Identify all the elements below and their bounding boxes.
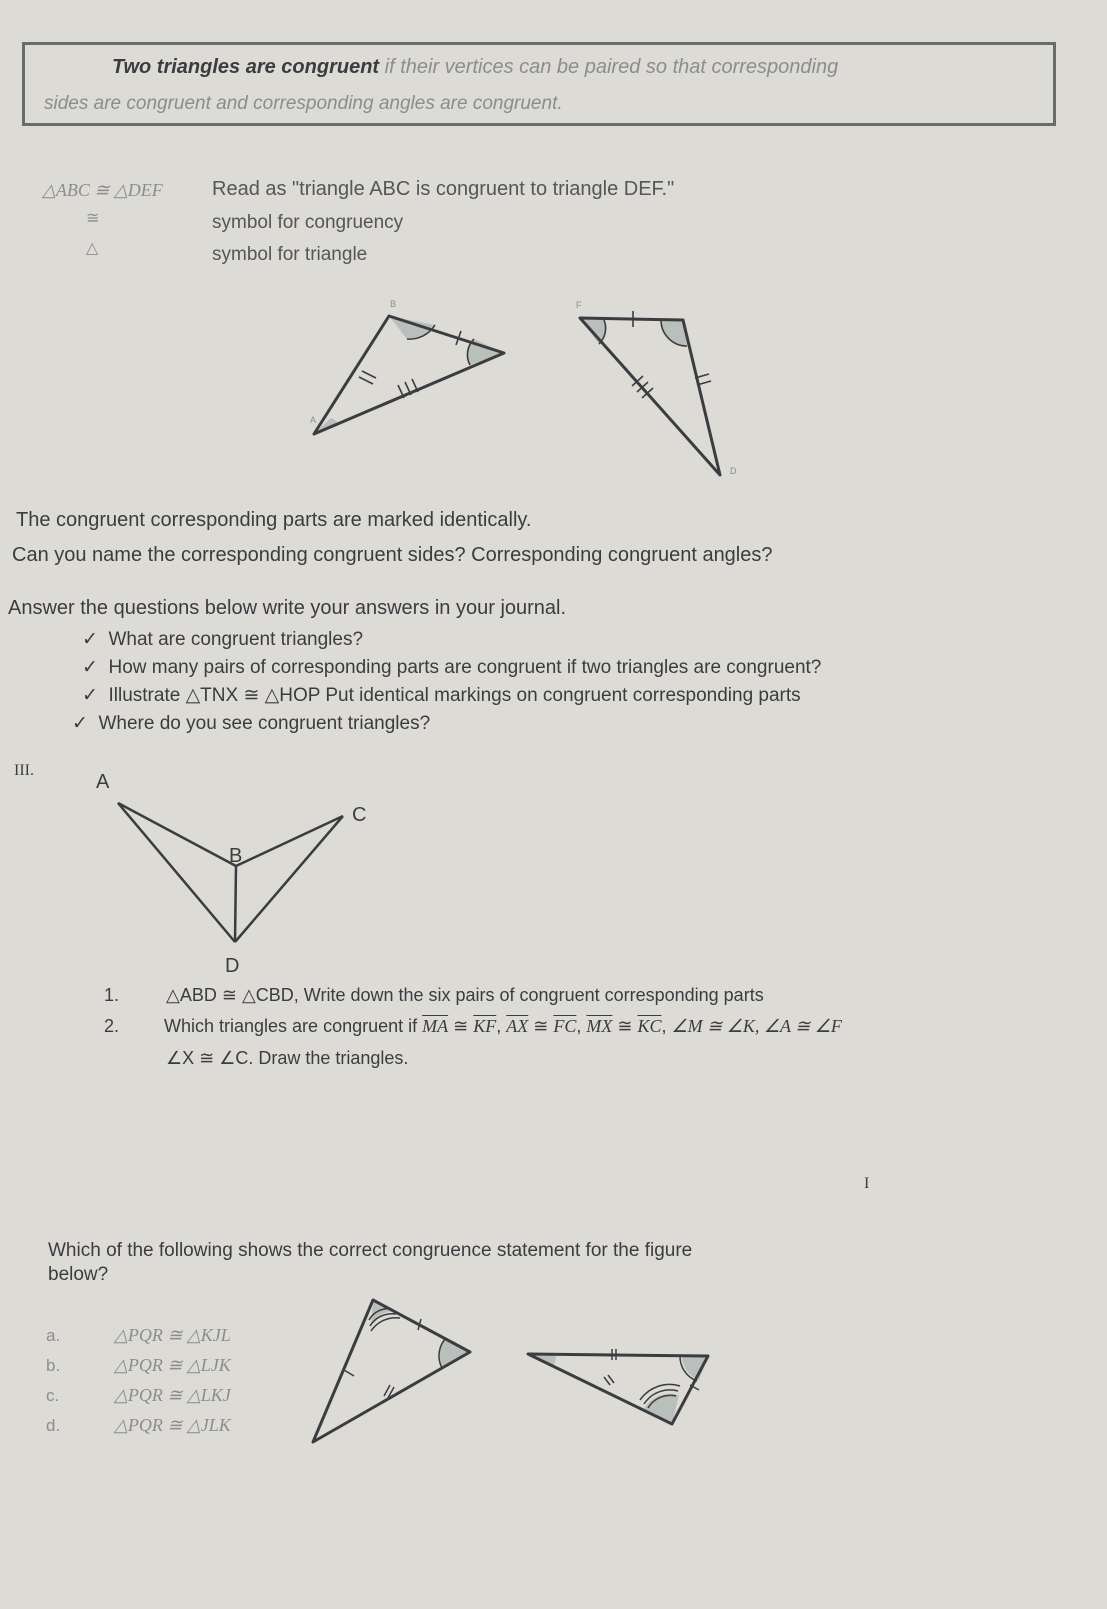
journal-item-text: Where do you see congruent triangles? xyxy=(98,713,431,734)
definition-rest: if their vertices can be paired so that corresponding xyxy=(379,56,839,78)
segment-mx: $\overline{MX}$ xyxy=(586,1016,613,1036)
notation-meaning-3: symbol for triangle xyxy=(212,244,368,265)
problem-2-number: 2. xyxy=(104,1016,120,1036)
section-label: III. xyxy=(14,762,34,779)
option-c-text: △PQR ≅ △LKJ xyxy=(114,1385,231,1405)
journal-item-3: ✓ Illustrate △TNX ≅ △HOP Put identical markings on congruent corresponding parts xyxy=(82,685,801,706)
notation-symbol-1: △ABC ≅ △DEF xyxy=(42,180,163,200)
triangle-pqr xyxy=(313,1300,470,1442)
problem-1-text: △ABD ≅ △CBD, Write down the six pairs of congruent corresponding parts xyxy=(166,985,764,1005)
segment-ax: $\overline{AX}$ xyxy=(506,1016,529,1036)
notation-symbol-2: ≅ xyxy=(86,210,100,227)
option-a-letter: a. xyxy=(46,1326,61,1345)
journal-item-4: ✓ Where do you see congruent triangles? xyxy=(72,713,431,734)
label-vertex-a: A xyxy=(96,771,110,793)
label-vertex-d: D xyxy=(225,955,240,977)
journal-item-2: ✓ How many pairs of corresponding parts are congruent if two triangles are congruent? xyxy=(82,657,822,678)
option-a-text: △PQR ≅ △KJL xyxy=(114,1325,231,1345)
option-d-text: △PQR ≅ △JLK xyxy=(114,1415,231,1435)
label-b: B xyxy=(390,299,397,309)
journal-item-text: Illustrate △TNX ≅ △HOP Put identical markings on congruent corresponding parts xyxy=(108,685,801,706)
problem-1-number: 1. xyxy=(104,985,120,1005)
notation-meaning-2: symbol for congruency xyxy=(212,212,404,233)
journal-item-text: How many pairs of corresponding parts are congruent if two triangles are congruent? xyxy=(108,657,822,678)
label-vertex-b: B xyxy=(229,845,243,867)
intro-line-2: Can you name the corresponding congruent sides? Corresponding congruent angles? xyxy=(12,544,773,566)
segment-fc: $\overline{FC}$ xyxy=(553,1016,577,1036)
problem-2-angles: ∠M ≅ ∠K, ∠A ≅ ∠F xyxy=(671,1016,842,1036)
problem-2-line-2: ∠X ≅ ∠C. Draw the triangles. xyxy=(166,1048,409,1068)
journal-heading: Answer the questions below write your answers in your journal. xyxy=(8,597,567,619)
label-f: F xyxy=(576,300,582,310)
notation-meaning-1: Read as "triangle ABC is congruent to triangle DEF." xyxy=(212,178,675,200)
segment-kf: $\overline{KF}$ xyxy=(473,1016,497,1036)
label-d: D xyxy=(730,466,737,476)
definition-term: Two triangles are congruent xyxy=(112,56,380,78)
option-d-letter: d. xyxy=(46,1416,61,1435)
definition-line-2: sides are congruent and corresponding angles are congruent. xyxy=(44,93,563,114)
option-c-letter: c. xyxy=(46,1386,60,1405)
problem-2-lead: Which triangles are congruent if xyxy=(164,1016,418,1036)
journal-item-text: What are congruent triangles? xyxy=(108,629,364,650)
problem-2-line-1: Which triangles are congruent if $\overline{MA}$ ≅ $\overline{KF}$, $\overline{AX}$ ≅ $\overline{FC}$, $\overline{MX}$ ≅ $\overline{KC}$, ∠M ≅ ∠K, ∠A ≅ ∠F xyxy=(164,1016,842,1036)
journal-item-1: ✓ What are congruent triangles? xyxy=(82,629,364,650)
option-b-letter: b. xyxy=(46,1356,61,1375)
intro-line-1: The congruent corresponding parts are marked identically. xyxy=(16,509,532,531)
mc-question-line-2: below? xyxy=(48,1264,109,1285)
notation-symbol-3: △ xyxy=(86,240,99,257)
option-b-text: △PQR ≅ △LJK xyxy=(114,1355,231,1375)
label-vertex-c: C xyxy=(352,804,367,826)
segment-ma: $\overline{MA}$ xyxy=(422,1016,449,1036)
mc-question-line-1: Which of the following shows the correct congruence statement for the figure xyxy=(48,1240,693,1261)
label-a: A xyxy=(310,415,317,425)
stray-mark: I xyxy=(864,1175,870,1192)
segment-kc: $\overline{KC}$ xyxy=(637,1016,662,1036)
